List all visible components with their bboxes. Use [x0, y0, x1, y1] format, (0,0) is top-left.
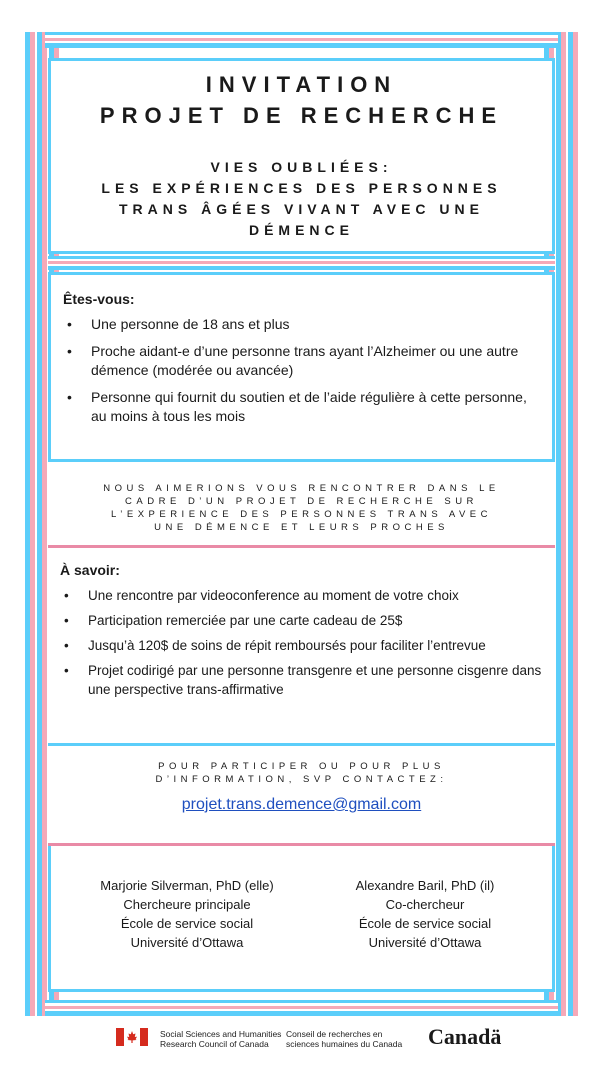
researcher-role: Co-chercheur	[385, 897, 465, 912]
researcher-role: Chercheure principale	[123, 897, 251, 912]
researcher-1	[77, 876, 297, 952]
header-panel	[48, 58, 555, 254]
stripe-separator	[48, 256, 555, 270]
info-heading: À savoir:	[60, 562, 120, 578]
meet-line-1: NOUS AIMERIONS VOUS RENCONTRER DANS LE	[103, 483, 500, 494]
subtitle-line-3: TRANS ÂGÉES VIVANT AVEC UNE	[119, 201, 484, 217]
list-item: • Une rencontre par videoconference au moment de votre choix	[60, 586, 543, 605]
list-item: • Personne qui fournit du soutien et de l’aide régulière à cette personne, au moins à tous les mois	[63, 388, 540, 426]
agency-en-line-1: Social Sciences and Humanities	[160, 1029, 282, 1039]
meet-line-2: CADRE D’UN PROJET DE RECHERCHE SUR	[125, 496, 478, 507]
top-stripes	[45, 32, 558, 48]
subtitle-line-2: LES EXPÉRIENCES DES PERSONNES	[101, 180, 502, 196]
meet-line-3: L’EXPERIENCE DES PERSONNES TRANS AVEC	[110, 509, 493, 520]
list-item: • Participation remerciée par une carte cadeau de 25$	[60, 611, 543, 630]
agency-name-en	[160, 1029, 281, 1049]
agency-fr-line-2: sciences humaines du Canada	[286, 1039, 403, 1049]
eligibility-list	[63, 315, 540, 426]
researcher-university: Université d’Ottawa	[368, 935, 482, 950]
footer	[0, 1016, 600, 1066]
list-item: • Jusqu’à 120$ de soins de répit remboursés pour faciliter l’entrevue	[60, 636, 543, 655]
info-list	[60, 586, 543, 699]
researcher-2	[315, 876, 535, 952]
agency-fr-line-1: Conseil de recherches en	[286, 1029, 383, 1039]
title-line-1: INVITATION	[205, 72, 398, 97]
subtitle-line-4: DÉMENCE	[248, 222, 354, 238]
researcher-name: Marjorie Silverman, PhD (elle)	[100, 878, 274, 893]
list-item: • Une personne de 18 ans et plus	[63, 315, 540, 334]
contact-line-2: D’INFORMATION, SVP CONTACTEZ:	[155, 774, 448, 785]
researcher-school: École de service social	[120, 916, 254, 931]
agency-name-fr	[286, 1029, 402, 1049]
meet-line-4: UNE DÉMENCE ET LEURS PROCHES	[154, 522, 449, 533]
canada-flag-icon	[116, 1028, 148, 1046]
eligibility-heading: Êtes-vous:	[63, 291, 135, 307]
researchers-panel	[48, 846, 555, 992]
info-panel	[48, 548, 555, 746]
title-line-2: PROJET DE RECHERCHE	[99, 103, 504, 128]
contact-panel	[48, 746, 555, 846]
meet-panel	[48, 462, 555, 548]
researcher-name: Alexandre Baril, PhD (il)	[355, 878, 495, 893]
list-item: • Proche aidant-e d’une personne trans ayant l’Alzheimer ou une autre démence (modérée ou avancée)	[63, 342, 540, 380]
canada-wordmark: Canadä	[428, 1024, 502, 1049]
subtitle-line-1: VIES OUBLIÉES:	[210, 159, 393, 175]
researcher-university: Université d’Ottawa	[130, 935, 244, 950]
agency-en-line-2: Research Council of Canada	[160, 1039, 269, 1049]
contact-line-1: POUR PARTICIPER OU POUR PLUS	[158, 761, 445, 772]
researcher-school: École de service social	[358, 916, 492, 931]
contact-email-link[interactable]: projet.trans.demence@gmail.com	[181, 796, 422, 813]
list-item: • Projet codirigé par une personne transgenre et une personne cisgenre dans une perspective trans-affirmative	[60, 661, 543, 699]
bottom-stripes	[45, 1000, 558, 1016]
eligibility-panel	[48, 272, 555, 462]
